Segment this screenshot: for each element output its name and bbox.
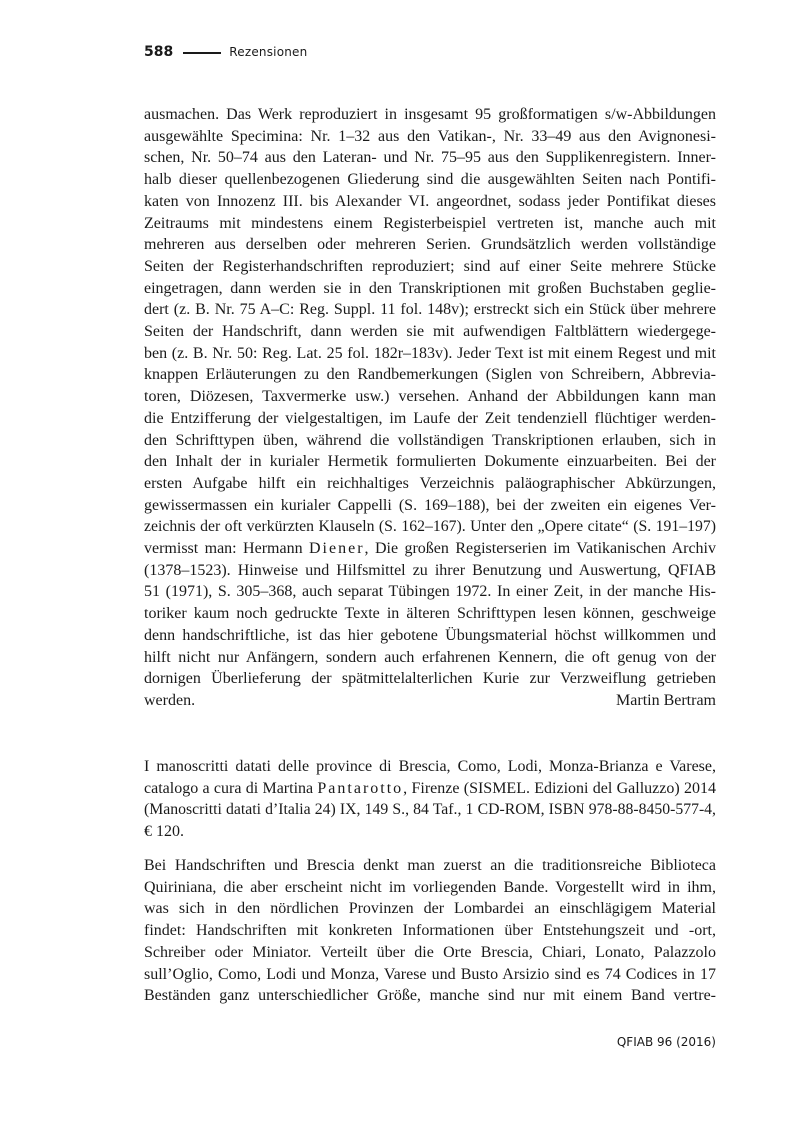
text-line: katen von Innozenz III. bis Alexander VI. angeordnet, sodass jeder Pontifikat dieses	[144, 192, 716, 210]
citation-line: I manoscritti datati delle province di Brescia, Como, Lodi, Monza-Brianza e Varese,	[144, 758, 716, 775]
editor-name: Pantarotto	[317, 779, 404, 797]
text-segment: catalogo a cura di Martina	[144, 779, 318, 797]
text-line	[144, 538, 716, 560]
text-line: Seiten der Handschrift, dann werden sie mit aufwendigen Faltblättern wiedergege-	[144, 323, 716, 341]
text-line: knappen Erläuterungen zu den Randbemerkungen (Siglen von Schreibern, Abbrevia-	[144, 366, 716, 384]
text-line: sull’Oglio, Como, Lodi und Monza, Varese und Busto Arsizio sind es 74 Codices in 17	[144, 965, 716, 983]
running-title: Rezensionen	[229, 45, 308, 59]
book-citation	[144, 756, 716, 843]
text-segment: vermisst man: Hermann	[144, 540, 309, 558]
text-line: was sich in den nördlichen Provinzen der Lombardei an einschlägigem Material	[144, 900, 716, 918]
text-line: (1378–1523). Hinweise und Hilfsmittel zu ihrer Benutzung und Auswertung, QFIAB	[144, 561, 716, 579]
text-line: Schreiber oder Miniator. Verteilt über die Orte Brescia, Chiari, Lonato, Palazzolo	[144, 943, 716, 961]
page-number: 588	[144, 44, 174, 60]
last-text: werden.	[144, 691, 196, 709]
text-line: hilft nicht nur Anfängern, sondern auch erfahrenen Kennern, die oft genug von der	[144, 648, 716, 666]
text-line: Seiten der Registerhandschriften reproduziert; sind auf einer Seite mehrere Stücke	[144, 257, 716, 275]
text-line: eingetragen, dann werden sie in den Transkriptionen mit großen Buchstaben geglie-	[144, 279, 716, 297]
citation-line	[144, 778, 716, 800]
review-continuation	[144, 104, 716, 712]
author-name: Diener	[309, 540, 365, 558]
text-line: Bei Handschriften und Brescia denkt man zuerst an die traditionsreiche Biblioteca	[144, 857, 716, 874]
text-line: ausgewählte Specimina: Nr. 1–32 aus den Vatikan-, Nr. 33–49 aus den Avignonesi-	[144, 127, 716, 145]
text-line: dert (z. B. Nr. 75 A–C: Reg. Suppl. 11 fol. 148v); erstreckt sich ein Stück über mehrere	[144, 301, 716, 319]
header-rule	[183, 52, 221, 54]
text-segment: , Die großen Registerserien im Vatikanischen Archiv	[364, 540, 716, 558]
text-line: halb dieser quellenbezogenen Gliederung sind die ausgewählten Seiten nach Pontifi-	[144, 171, 716, 189]
text-line: den Schrifttypen üben, während die vollständigen Transkriptionen erlauben, sich in	[144, 431, 716, 449]
closing-line	[144, 690, 716, 712]
text-line: toren, Diözesen, Taxvermerke usw.) versehen. Anhand der Abbildungen kann man	[144, 388, 716, 406]
text-line: den Inhalt der in kurialer Hermetik formulierten Dokumente einzuarbeiten. Bei der	[144, 453, 716, 471]
text-line: ben (z. B. Nr. 50: Reg. Lat. 25 fol. 182r–183v). Jeder Text ist mit einem Regest und mit	[144, 344, 716, 362]
running-header	[144, 44, 307, 60]
text-line: schen, Nr. 50–74 aus den Lateran- und Nr. 75–95 aus den Supplikenregistern. Inner-	[144, 149, 716, 167]
text-line: Zeitraums mit mindestens einem Registerbeispiel vertreten ist, manche auch mit	[144, 214, 716, 232]
text-line: gewissermassen ein kurialer Cappelli (S. 169–188), bei der zweiten ein eigenes Ver-	[144, 496, 716, 514]
text-line: denn handschriftliche, ist das hier gebotene Übungsmaterial höchst willkommen und	[144, 626, 716, 644]
text-line: ersten Aufgabe hilft ein reichhaltiges Verzeichnis paläographischer Abkürzungen,	[144, 474, 716, 492]
text-line: toriker kaum noch gedruckte Texte in älteren Schrifttypen lesen können, geschweige	[144, 605, 716, 623]
text-line: dornigen Überlieferung der spätmittelalterlichen Kurie zur Verzweiflung getrieben	[144, 670, 716, 688]
text-line: die Entzifferung der vielgestaltigen, im Laufe der Zeit tendenziell flüchtiger werden-	[144, 409, 716, 427]
text-line: Quiriniana, die aber erscheint nicht im vorliegenden Bande. Vorgestellt wird in ihm,	[144, 878, 716, 896]
text-line: mehreren aus derselben oder mehreren Serien. Grundsätzlich werden vollständige	[144, 236, 716, 254]
text-line: ausmachen. Das Werk reproduziert in insgesamt 95 großformatigen s/w-Abbildungen	[144, 106, 716, 123]
journal-footer: QFIAB 96 (2016)	[616, 1035, 716, 1049]
text-line: Beständen ganz unterschiedlicher Größe, manche sind nur mit einem Band vertre-	[144, 987, 716, 1005]
citation-line: € 120.	[144, 823, 184, 841]
text-line: 51 (1971), S. 305–368, auch separat Tübingen 1972. In einer Zeit, in der manche His-	[144, 583, 716, 601]
text-line: zeichnis der oft verkürzten Klauseln (S. 162–167). Unter den „Opere citate“ (S. 191–197)	[144, 518, 716, 536]
text-line: findet: Handschriften mit konkreten Informationen über Entstehungszeit und -ort,	[144, 922, 716, 940]
review-body	[144, 855, 716, 1007]
reviewer-name: Martin Bertram	[616, 691, 716, 709]
text-segment: , Firenze (SISMEL. Edizioni del Galluzzo) 2014	[403, 779, 716, 797]
citation-line: (Manoscritti datati d’Italia 24) IX, 149 S., 84 Taf., 1 CD-ROM, ISBN 978-88-8450-577-4,	[144, 801, 716, 819]
